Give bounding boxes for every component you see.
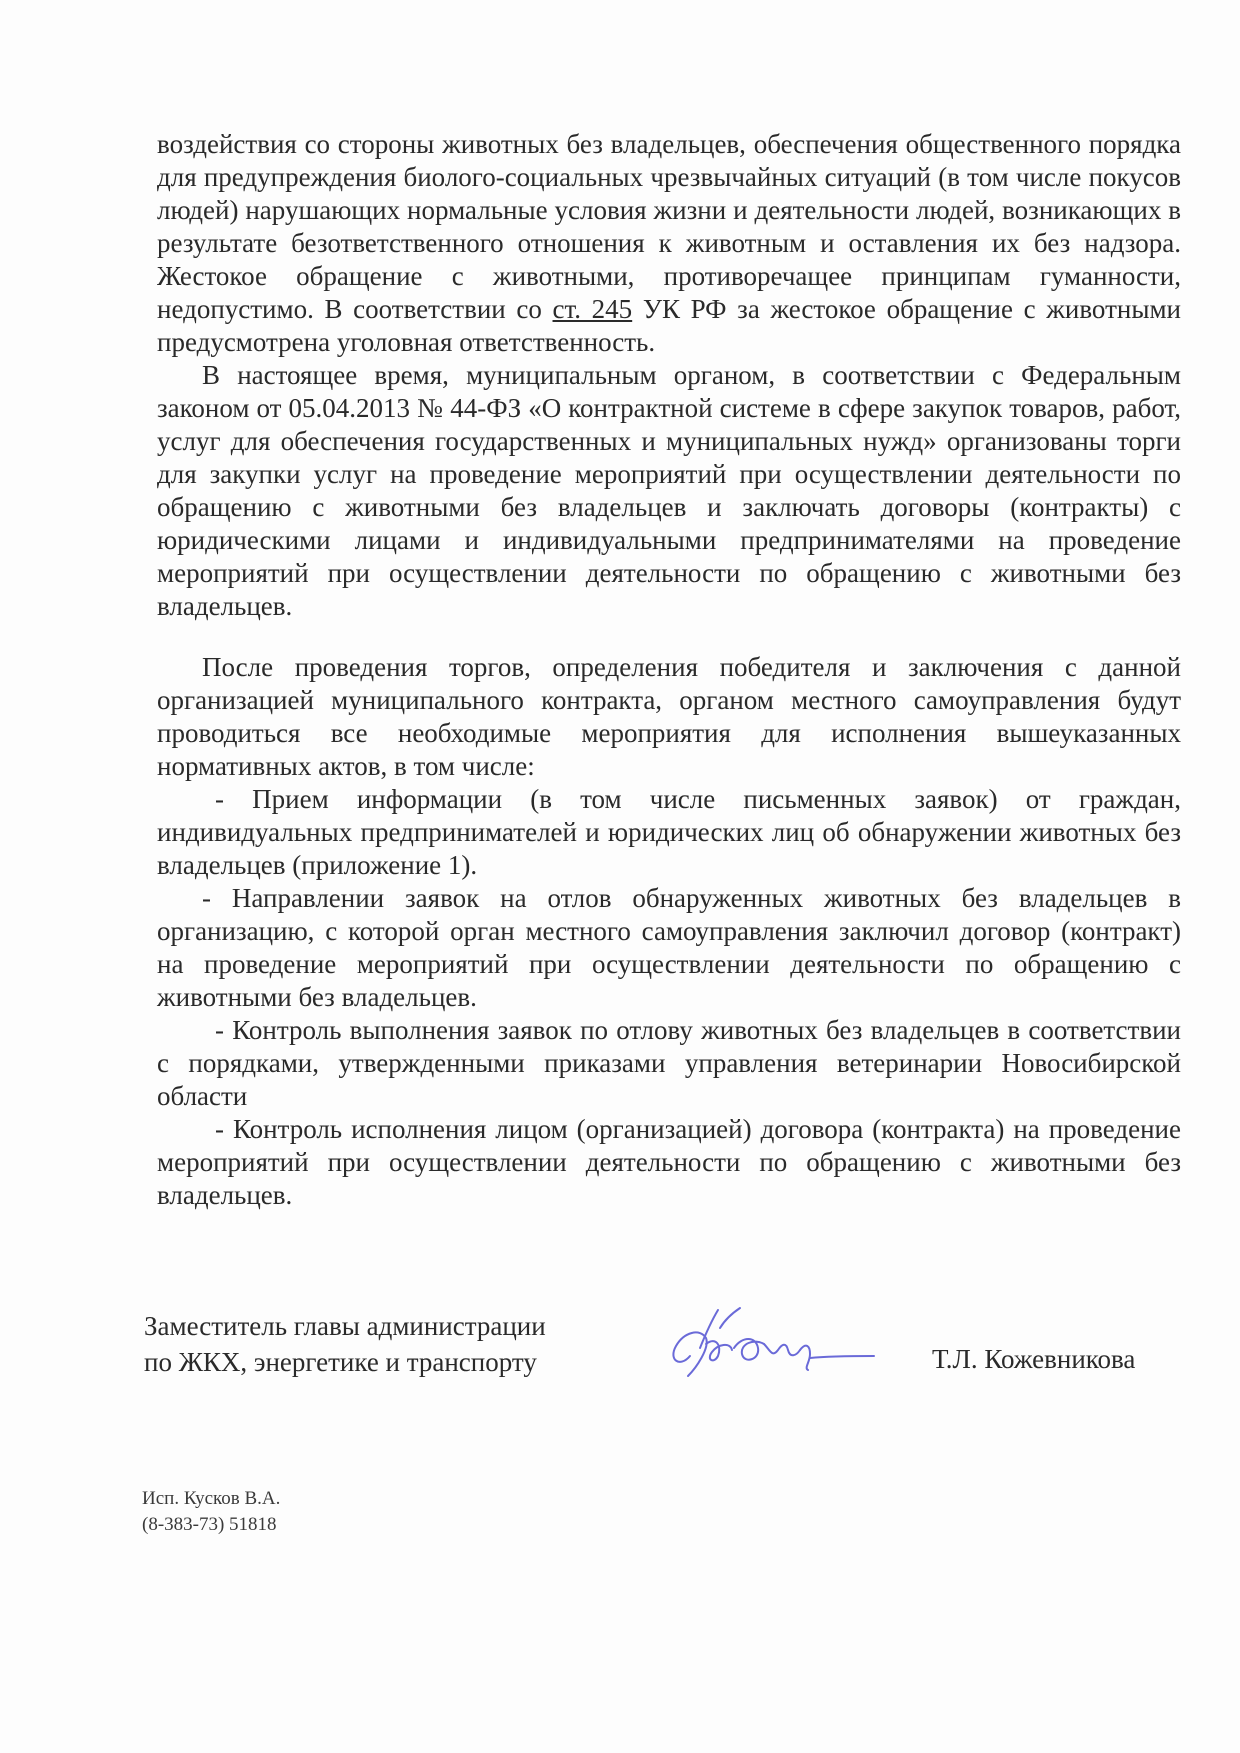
executor-phone: (8-383-73) 51818 [142, 1514, 277, 1535]
law-reference-link: ст. 245 [552, 294, 633, 324]
signatory-position [144, 1308, 546, 1380]
executor-info [142, 1486, 280, 1538]
letter-body [157, 128, 1181, 1212]
signatory-name: Т.Л. Кожевникова [932, 1344, 1136, 1374]
executor-name: Исп. Кусков В.А. [142, 1488, 281, 1509]
list-item-4: - Контроль исполнения лицом (организацией) договора (контракта) на проведение мероприятий при осуществлении деятельности по обращению с животными без владельцев. [157, 1114, 1181, 1210]
list-item-3: - Контроль выполнения заявок по отлову животных без владельцев в соответствии с порядками, утвержденными приказами управления ветеринарии Новосибирской области [157, 1015, 1181, 1111]
position-line-2: по ЖКХ, энергетике и транспорту [144, 1347, 537, 1377]
paragraph-3: После проведения торгов, определения победителя и заключения с данной организацией муниципального контракта, органом местного самоуправления будут проводиться все необходимые мероприятия для исполнения вышеуказанных нормативных актов, в том числе: [157, 652, 1181, 781]
list-item-1: - Прием информации (в том числе письменных заявок) от граждан, индивидуальных предпринимателей и юридических лиц об обнаружении животных без владельцев (приложение 1). [157, 784, 1181, 880]
paragraph-1: воздействия со стороны животных без владельцев, обеспечения общественного порядка для предупреждения биолого-социальных чрезвычайных ситуаций (в том числе покусов людей) нарушающих нормальные условия жизни и деятельности людей, возникающих в результате безответственного отношения к животным и оставления их без надзора. Жестокое обращение с животными, противоречащее принципам гуманности, недопустимо. В соответствии со ст. 245 УК РФ за жестокое обращение с животными предусмотрена уголовная ответственность. [157, 129, 1181, 357]
position-line-1: Заместитель главы администрации [144, 1311, 546, 1341]
paragraph-2: В настоящее время, муниципальным органом, в соответствии с Федеральным законом от 05.04.2013 № 44-ФЗ «О контрактной системе в сфере закупок товаров, работ, услуг для обеспечения государственных и муниципальных нужд» организованы торги для закупки услуг на проведение мероприятий при осуществлении деятельности по обращению с животными без владельцев и заключать договоры (контракты) с юридическими лицами и индивидуальными предпринимателями на проведение мероприятий при осуществлении деятельности по обращению с животными без владельцев. [157, 360, 1181, 621]
list-item-2: - Направлении заявок на отлов обнаруженных животных без владельцев в организацию, с которой орган местного самоуправления заключил договор (контракт) на проведение мероприятий при осуществлении деятельности по обращению с животными без владельцев. [157, 883, 1181, 1012]
handwritten-signature [660, 1298, 880, 1388]
